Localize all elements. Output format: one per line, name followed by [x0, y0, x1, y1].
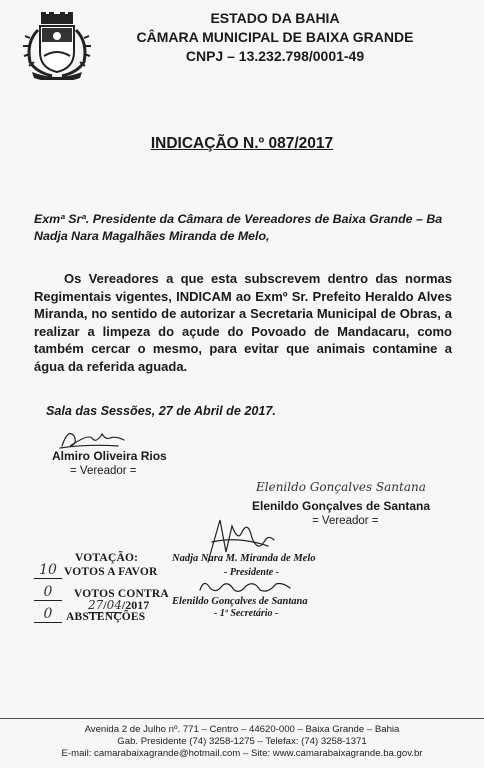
votes-favor-value: 10: [34, 562, 62, 579]
footer-phones: Gab. Presidente (74) 3258-1275 – Telefax: (74) 3258-1371: [117, 736, 367, 747]
signature-elenildo: Elenildo Gonçalves Santana: [256, 480, 426, 494]
votes-abst-value: 0: [34, 606, 62, 623]
secretary-name-stamp: Elenildo Gonçalves de Santana: [172, 596, 308, 607]
votes-abst-label: ABSTENÇÕES: [66, 611, 146, 623]
header-chamber: CÂMARA MUNICIPAL DE BAIXA GRANDE: [136, 29, 414, 45]
signatory-role-2: = Vereador =: [312, 515, 379, 527]
president-role-stamp: - Presidente -: [224, 567, 279, 578]
president-name-stamp: Nadja Nara M. Miranda de Melo: [172, 553, 316, 564]
document-title: INDICAÇÃO N.º 087/2017: [150, 135, 334, 152]
footer-divider: [0, 718, 484, 719]
votes-favor-label: VOTOS A FAVOR: [64, 566, 158, 578]
secretary-role-stamp: - 1º Secretário -: [214, 608, 279, 619]
addressee-line1: Exmª Srª. Presidente da Câmara de Vereadores de Baixa Grande – Ba: [34, 212, 443, 226]
vote-date-year: /2017: [121, 598, 150, 612]
footer-address: Avenida 2 de Julho nº. 771 – Centro – 44620-000 – Baixa Grande – Bahia: [84, 724, 400, 735]
votes-contra-value: 0: [34, 584, 62, 601]
coat-of-arms-logo: [22, 12, 92, 80]
votes-contra-label: VOTOS CONTRA: [74, 588, 169, 600]
addressee-line2: Nadja Nara Magalhães Miranda de Melo,: [34, 229, 270, 243]
signatory-role-1: = Vereador =: [70, 465, 137, 477]
session-date: Sala das Sessões, 27 de Abril de 2017.: [46, 404, 276, 418]
vote-heading: VOTAÇÃO:: [75, 552, 139, 564]
signatory-name-2: Elenildo Gonçalves de Santana: [252, 499, 431, 513]
signatory-name-1: Almiro Oliveira Rios: [52, 449, 167, 463]
vote-date: 27/04/2017: [88, 598, 150, 612]
vote-date-day: 27: [88, 598, 104, 612]
body-paragraph: Os Vereadores a que esta subscrevem dentro das normas Regimentais vigentes, INDICAM ao Exmº Sr. Prefeito Heraldo Alves Miranda, no sentido de autorizar a Secretaria Municipal de Obras, a realizar a limpeza do açude do Povoado de Mandacaru, como também cercar o mesmo, para evitar que animais contamine a água da referida aguada.: [34, 271, 452, 374]
header-cnpj: CNPJ – 13.232.798/0001-49: [185, 48, 365, 64]
header-state: ESTADO DA BAHIA: [210, 10, 340, 26]
vote-date-month: 04: [106, 598, 122, 612]
footer-contact: E-mail: camarabaixagrande@hotmail.com – Site: www.camarabaixagrande.ba.gov.br: [61, 748, 423, 759]
